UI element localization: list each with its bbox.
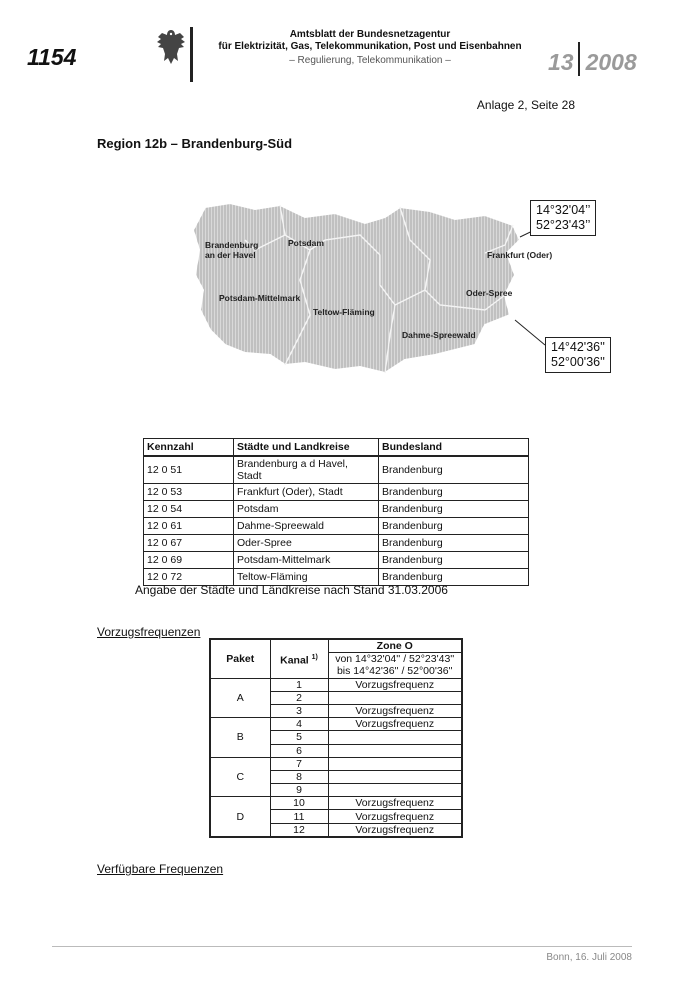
col-bundesland: Bundesland bbox=[379, 439, 529, 457]
table-cell: Brandenburg bbox=[379, 569, 529, 586]
zone-cell bbox=[328, 757, 462, 770]
table-cell: Oder-Spree bbox=[234, 535, 379, 552]
table-row bbox=[144, 456, 529, 484]
districts-header-row bbox=[144, 439, 529, 457]
table-cell: 12 0 51 bbox=[144, 456, 234, 484]
package-label: C bbox=[210, 757, 270, 797]
issue-divider bbox=[578, 42, 580, 76]
channel-cell: 4 bbox=[270, 718, 328, 731]
channel-cell: 2 bbox=[270, 691, 328, 704]
section-heading-vorzugsfrequenzen: Vorzugsfrequenzen bbox=[97, 625, 201, 639]
col-staedte: Städte und Landkreise bbox=[234, 439, 379, 457]
table-cell: 12 0 61 bbox=[144, 518, 234, 535]
table-row bbox=[144, 518, 529, 535]
footnote-marker: 1) bbox=[311, 653, 318, 661]
table-cell: Frankfurt (Oder), Stadt bbox=[234, 484, 379, 501]
footer-divider bbox=[52, 946, 632, 947]
map-label-potsdam-mittelmark: Potsdam-Mittelmark bbox=[219, 293, 301, 303]
table-cell: Brandenburg bbox=[379, 518, 529, 535]
freq-header-row bbox=[210, 639, 462, 653]
region-title: Region 12b – Brandenburg-Süd bbox=[97, 136, 293, 151]
col-kennzahl: Kennzahl bbox=[144, 439, 234, 457]
table-cell: Brandenburg bbox=[379, 552, 529, 569]
channel-cell: 12 bbox=[270, 823, 328, 837]
channel-cell: 10 bbox=[270, 797, 328, 810]
table-cell: 12 0 53 bbox=[144, 484, 234, 501]
table-row bbox=[210, 757, 462, 770]
coord-bottom-lat: 52°00'36'' bbox=[551, 355, 605, 369]
zone-range-from: von 14°32'04'' / 52°23'43'' bbox=[328, 653, 462, 666]
table-row bbox=[144, 552, 529, 569]
zone-cell: Vorzugsfrequenz bbox=[328, 704, 462, 717]
zone-cell: Vorzugsfrequenz bbox=[328, 797, 462, 810]
package-label: B bbox=[210, 718, 270, 758]
table-cell: Brandenburg bbox=[379, 535, 529, 552]
channel-cell: 9 bbox=[270, 784, 328, 797]
channel-cell: 6 bbox=[270, 744, 328, 757]
zone-cell: Vorzugsfrequenz bbox=[328, 823, 462, 837]
channel-cell: 1 bbox=[270, 678, 328, 691]
channel-cell: 11 bbox=[270, 810, 328, 823]
districts-table bbox=[143, 438, 529, 586]
package-label: A bbox=[210, 678, 270, 718]
map-label-frankfurt: Frankfurt (Oder) bbox=[487, 250, 553, 260]
zone-cell: Vorzugsfrequenz bbox=[328, 718, 462, 731]
coordinate-box-northwest bbox=[530, 200, 596, 236]
zone-cell bbox=[328, 770, 462, 783]
table-cell: Brandenburg bbox=[379, 484, 529, 501]
journal-subtitle: für Elektrizität, Gas, Telekommunikation, Post und Eisenbahnen bbox=[218, 41, 522, 52]
zone-cell: Vorzugsfrequenz bbox=[328, 810, 462, 823]
zone-cell bbox=[328, 784, 462, 797]
zone-cell bbox=[328, 731, 462, 744]
map-label-brandenburg-line1: Brandenburg bbox=[205, 240, 259, 250]
federal-eagle-icon bbox=[155, 27, 187, 67]
map-label-teltow: Teltow-Fläming bbox=[313, 307, 375, 317]
table-cell: Dahme-Spreewald bbox=[234, 518, 379, 535]
map-label-brandenburg bbox=[205, 240, 258, 260]
table-cell: 12 0 67 bbox=[144, 535, 234, 552]
issue-label bbox=[548, 42, 637, 76]
package-label: D bbox=[210, 797, 270, 837]
coord-top-lon: 14°32'04’’ bbox=[536, 203, 591, 217]
zone-cell: Vorzugsfrequenz bbox=[328, 678, 462, 691]
zone-cell bbox=[328, 691, 462, 704]
section-heading-verfuegbare-frequenzen: Verfügbare Frequenzen bbox=[97, 862, 224, 876]
zone-range-to: bis 14°42'36'' / 52°00'36'' bbox=[328, 665, 462, 678]
map-label-potsdam: Potsdam bbox=[288, 238, 324, 248]
table-row bbox=[210, 797, 462, 810]
coord-bottom-lon: 14°42'36'' bbox=[551, 340, 605, 354]
header-divider bbox=[190, 27, 193, 82]
table-row bbox=[144, 501, 529, 518]
table-cell: 12 0 54 bbox=[144, 501, 234, 518]
table-cell: Brandenburg bbox=[379, 456, 529, 484]
table-row bbox=[144, 535, 529, 552]
footer-date: Bonn, 16. Juli 2008 bbox=[546, 952, 632, 963]
issue-number: 13 bbox=[548, 49, 574, 75]
journal-header bbox=[200, 29, 540, 67]
journal-section: – Regulierung, Telekommunikation – bbox=[289, 55, 451, 66]
frequency-table bbox=[209, 638, 463, 838]
coord-bottom-pointer bbox=[515, 320, 545, 345]
map-label-dahme: Dahme-Spreewald bbox=[402, 330, 476, 340]
channel-cell: 8 bbox=[270, 770, 328, 783]
table-cell: Brandenburg bbox=[379, 501, 529, 518]
zone-cell bbox=[328, 744, 462, 757]
table-cell: Potsdam bbox=[234, 501, 379, 518]
table-row bbox=[210, 718, 462, 731]
annex-reference: Anlage 2, Seite 28 bbox=[476, 98, 575, 112]
coordinate-box-southeast bbox=[545, 337, 611, 373]
channel-cell: 7 bbox=[270, 757, 328, 770]
table-cell: 12 0 72 bbox=[144, 569, 234, 586]
channel-cell: 3 bbox=[270, 704, 328, 717]
table-cell: Brandenburg a d Havel, Stadt bbox=[234, 456, 379, 484]
table-row bbox=[144, 484, 529, 501]
col-kanal bbox=[270, 639, 328, 678]
districts-note: Angabe der Städte und Ländkreise nach Stand 31.03.2006 bbox=[135, 583, 448, 597]
col-zone: Zone O bbox=[328, 639, 462, 653]
coord-top-lat: 52°23'43’’ bbox=[536, 218, 591, 232]
table-cell: Potsdam-Mittelmark bbox=[234, 552, 379, 569]
col-kanal-label: Kanal bbox=[280, 654, 309, 667]
col-paket: Paket bbox=[210, 639, 270, 678]
issue-year: 2008 bbox=[585, 49, 637, 75]
journal-title: Amtsblatt der Bundesnetzagentur bbox=[289, 29, 451, 40]
table-row bbox=[210, 678, 462, 691]
table-cell: Teltow-Fläming bbox=[234, 569, 379, 586]
table-cell: 12 0 69 bbox=[144, 552, 234, 569]
map-label-brandenburg-line2: an der Havel bbox=[205, 250, 256, 260]
page-number: 1154 bbox=[27, 44, 77, 70]
map-label-oder-spree: Oder-Spree bbox=[466, 288, 513, 298]
channel-cell: 5 bbox=[270, 731, 328, 744]
